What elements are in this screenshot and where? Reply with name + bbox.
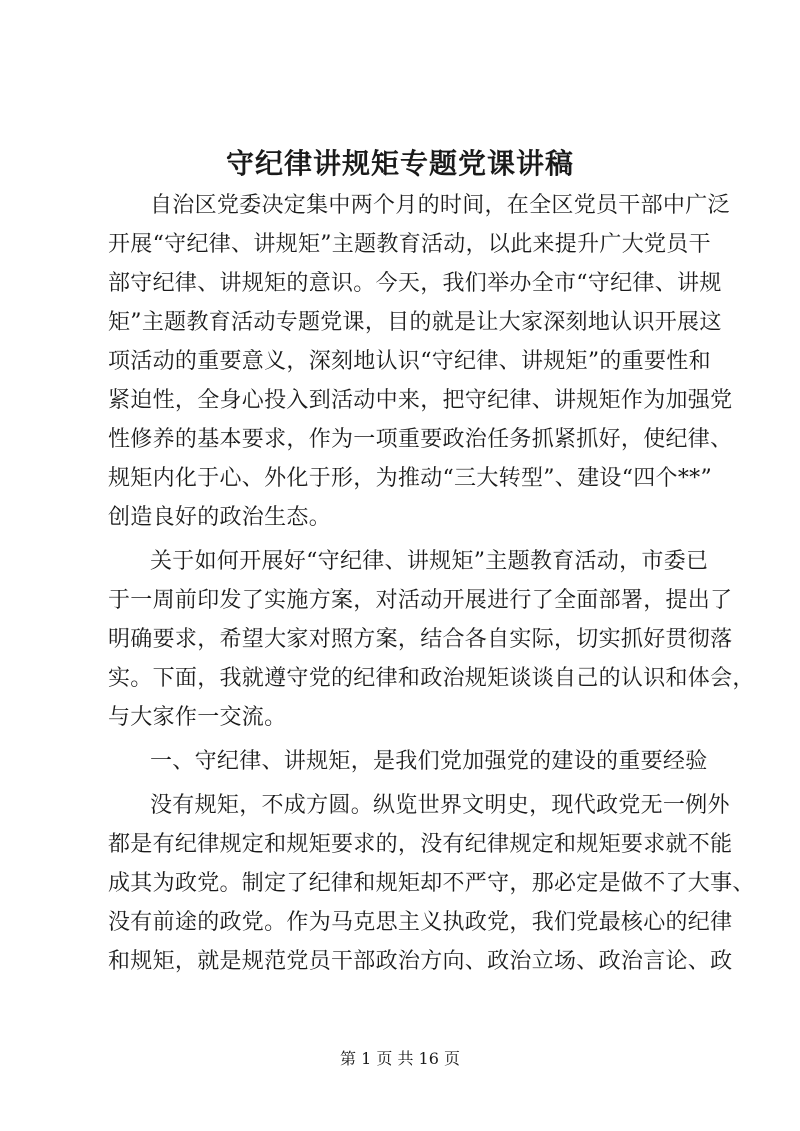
page-number-footer: 第 1 页 共 16 页 xyxy=(340,1049,460,1068)
paragraph-line: 没有前途的政党。作为马克思主义执政党，我们党最核心的纪律 xyxy=(108,910,733,935)
paragraph-line: 与大家作一交流。 xyxy=(108,705,287,730)
paragraph-line: 创造良好的政治生态。 xyxy=(108,505,332,530)
paragraph-line: 和规矩，就是规范党员干部政治方向、政治立场、政治言论、政 xyxy=(108,949,733,974)
paragraph-line: 矩”主题教育活动专题党课，目的就是让大家深刻地认识开展这 xyxy=(108,310,722,335)
paragraph-line: 都是有纪律规定和规矩要求的，没有纪律规定和规矩要求就不能 xyxy=(108,832,733,857)
paragraph-line: 项活动的重要意义，深刻地认识“守纪律、讲规矩”的重要性和 xyxy=(108,349,711,374)
document-title: 守纪律讲规矩专题党课讲稿 xyxy=(225,147,574,180)
paragraph-line: 实。下面，我就遵守党的纪律和政治规矩谈谈自己的认识和体会， xyxy=(108,666,755,691)
paragraph-line: 紧迫性，全身心投入到活动中来，把守纪律、讲规矩作为加强党 xyxy=(108,388,733,413)
paragraph-line: 成其为政党。制定了纪律和规矩却不严守，那必定是做不了大事、 xyxy=(108,871,755,896)
paragraph-line: 关于如何开展好“守纪律、讲规矩”主题教育活动，市委已 xyxy=(150,549,709,574)
paragraph-line: 明确要求，希望大家对照方案，结合各自实际，切实抓好贯彻落 xyxy=(108,627,733,652)
paragraph-line: 规矩内化于心、外化于形，为推动“三大转型”、建设“四个**” xyxy=(108,466,712,491)
paragraph-line: 性修养的基本要求，作为一项重要政治任务抓紧抓好，使纪律、 xyxy=(108,427,733,452)
paragraph-line: 自治区党委决定集中两个月的时间，在全区党员干部中广泛 xyxy=(150,193,730,218)
paragraph-line: 部守纪律、讲规矩的意识。今天，我们举办全市“守纪律、讲规 xyxy=(108,271,722,296)
section-heading: 一、守纪律、讲规矩，是我们党加强党的建设的重要经验 xyxy=(150,749,708,774)
paragraph-line: 于一周前印发了实施方案，对活动开展进行了全面部署，提出了 xyxy=(108,588,733,613)
paragraph-line: 没有规矩，不成方圆。纵览世界文明史，现代政党无一例外 xyxy=(150,793,730,818)
paragraph-line: 开展“守纪律、讲规矩”主题教育活动，以此来提升广大党员干 xyxy=(108,232,711,257)
